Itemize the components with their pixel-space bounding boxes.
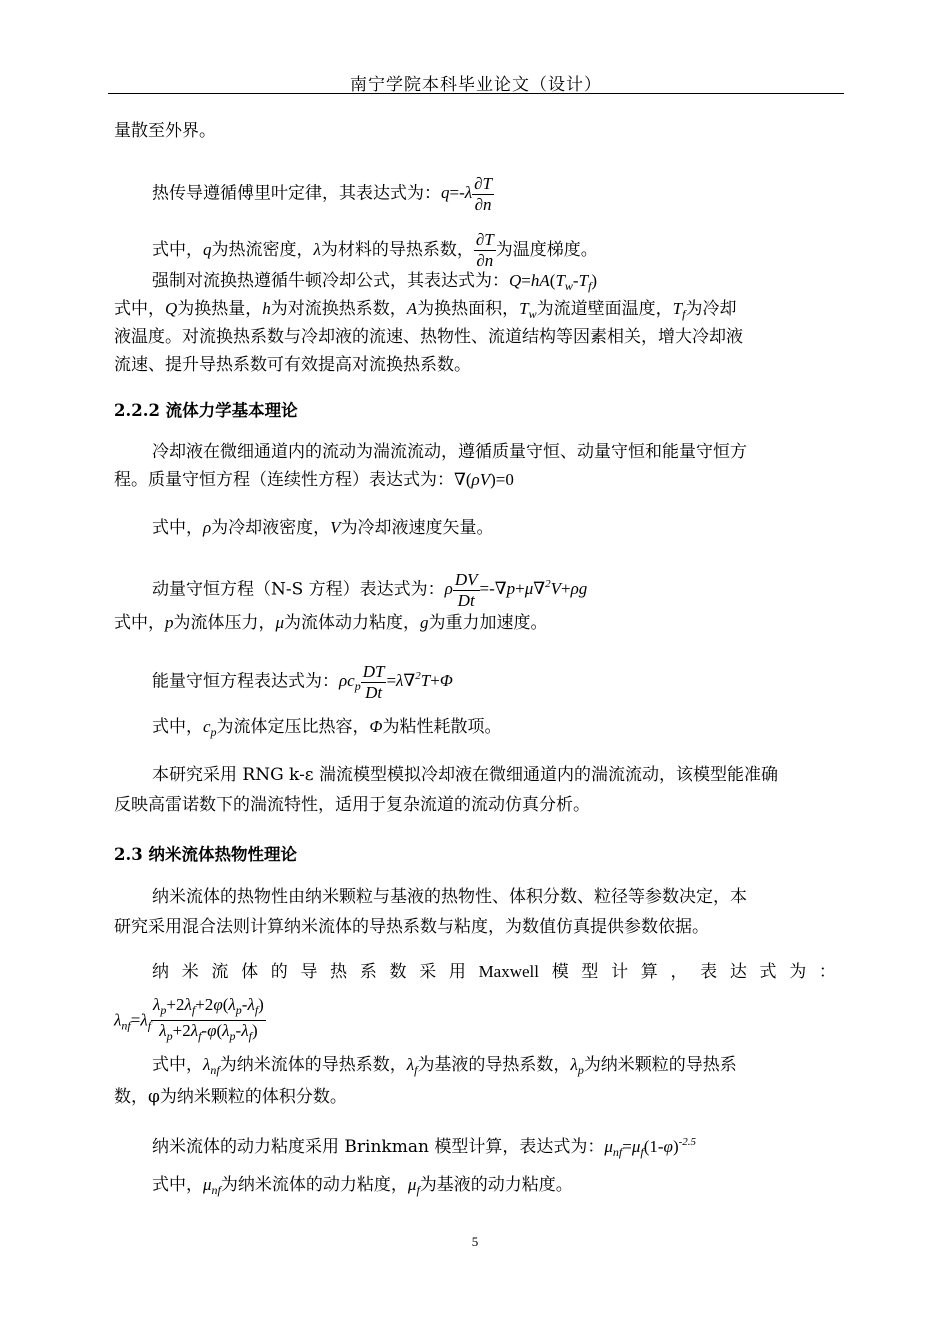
newton-cooling-paragraph: 强制对流换热遵循牛顿冷却公式，其表达式为：$Q=hA(T_w-T_f)$ (152, 271, 598, 293)
section-heading-2-3: 2.3 纳米流体热物性理论 (114, 845, 297, 864)
momentum-paragraph: 动量守恒方程（N-S 方程）表达式为：ρ $\frac{DV}{Dt}$ =-∇p+μ∇$^2$V+ρg (152, 570, 588, 610)
paragraph-continuation: 量散至外界。 (114, 121, 216, 141)
momentum-equation: ρ $\frac{DV}{Dt}$ =-∇p+μ∇$^2$V+ρg (444, 570, 588, 610)
newton-equation: $Q=hA(T_w-T_f)$ (509, 271, 598, 293)
brinkman-variables: 式中，$\mu_{nf}$为纳米流体的动力粘度，$\mu_f$为基液的动力粘度。 (152, 1175, 573, 1197)
maxwell-variables: 式中，$\lambda_{nf}$为纳米流体的导热系数，$\lambda_f$为基液的导热系数，$\lambda_p$为纳米颗粒的导热系 (152, 1055, 737, 1077)
energy-variables: 式中，$c_p$为流体定压比热容，Φ为粘性耗散项。 (152, 717, 502, 739)
fluid-paragraph-line2: 程。质量守恒方程（连续性方程）表达式为：∇(ρV)=0 (114, 470, 514, 490)
header-rule (108, 93, 844, 94)
newton-variables-line2: 液温度。对流换热系数与冷却液的流速、热物性、流道结构等因素相关，增大冷却液 (114, 327, 743, 347)
fourier-law-paragraph (152, 174, 494, 215)
fourier-variables: 式中，q为热流密度，λ为材料的导热系数， $\frac{\partial T}{\partial n}$ 为温度梯度。 (152, 230, 598, 270)
rng-paragraph-line1: 本研究采用 RNG k-ε 湍流模型模拟冷却液在微细通道内的湍流流动，该模型能准确 (152, 765, 779, 785)
energy-equation: $\rho c_p$ $\frac{DT}{Dt}$ =λ∇$^2$T+Φ (339, 662, 453, 702)
maxwell-equation: $\lambda_{nf}=\lambda_f$ $\frac{\lambda_p+2\lambda_f+2\varphi(\lambda_p-\lambda_f)}{\lambda_p+2\lambda_f-\varphi(\lambda_p-\lambda_f)}$ (114, 995, 264, 1043)
energy-paragraph: 能量守恒方程表达式为：$\rho c_p$ $\frac{DT}{Dt}$ =λ∇$^2$T+Φ (152, 662, 453, 702)
section-heading-2-2-2: 2.2.2 流体力学基本理论 (114, 401, 298, 420)
page-number: 5 (471, 1234, 479, 1249)
fourier-lead: 热传导遵循傅里叶定律，其表达式为： (152, 183, 441, 204)
rng-paragraph-line2: 反映高雷诺数下的湍流特性，适用于复杂流道的流动仿真分析。 (114, 795, 590, 815)
continuity-equation: ∇(ρV)=0 (454, 470, 514, 489)
continuity-variables: 式中，ρ为冷却液密度，V为冷却液速度矢量。 (152, 518, 494, 538)
fluid-paragraph-line1: 冷却液在微细通道内的流动为湍流流动，遵循质量守恒、动量守恒和能量守恒方 (152, 442, 747, 462)
newton-variables-line3: 流速、提升导热系数可有效提高对流换热系数。 (114, 355, 471, 375)
brinkman-equation: $\mu_{nf}=\mu_f(1-\varphi)^{-2.5}$ (604, 1136, 697, 1159)
brinkman-paragraph: 纳米流体的动力粘度采用 Brinkman 模型计算，表达式为：$\mu_{nf}=\mu_f(1-\varphi)^{-2.5}$ (152, 1136, 697, 1159)
fourier-equation: q=-λ $\frac{\partial T}{\partial n}$ (441, 174, 492, 214)
running-header: 南宁学院本科毕业论文（设计） (350, 75, 602, 95)
nanofluid-paragraph-line2: 研究采用混合法则计算纳米流体的导热系数与粘度，为数值仿真提供参数依据。 (114, 917, 709, 937)
momentum-variables: 式中，p为流体压力，μ为流体动力粘度，g为重力加速度。 (114, 613, 548, 633)
maxwell-paragraph: 纳 米 流 体 的 导 热 系 数 采 用 Maxwell 模 型 计 算 ， 表 达 式 为 ： (152, 962, 836, 982)
newton-variables: 式中，Q为换热量，h为对流换热系数，A为换热面积，$T_w$为流道壁面温度，$T_f$为冷却 (114, 299, 737, 321)
nanofluid-paragraph-line1: 纳米流体的热物性由纳米颗粒与基液的热物性、体积分数、粒径等参数决定，本 (152, 887, 747, 907)
maxwell-variables-line2: 数，φ为纳米颗粒的体积分数。 (114, 1087, 347, 1107)
